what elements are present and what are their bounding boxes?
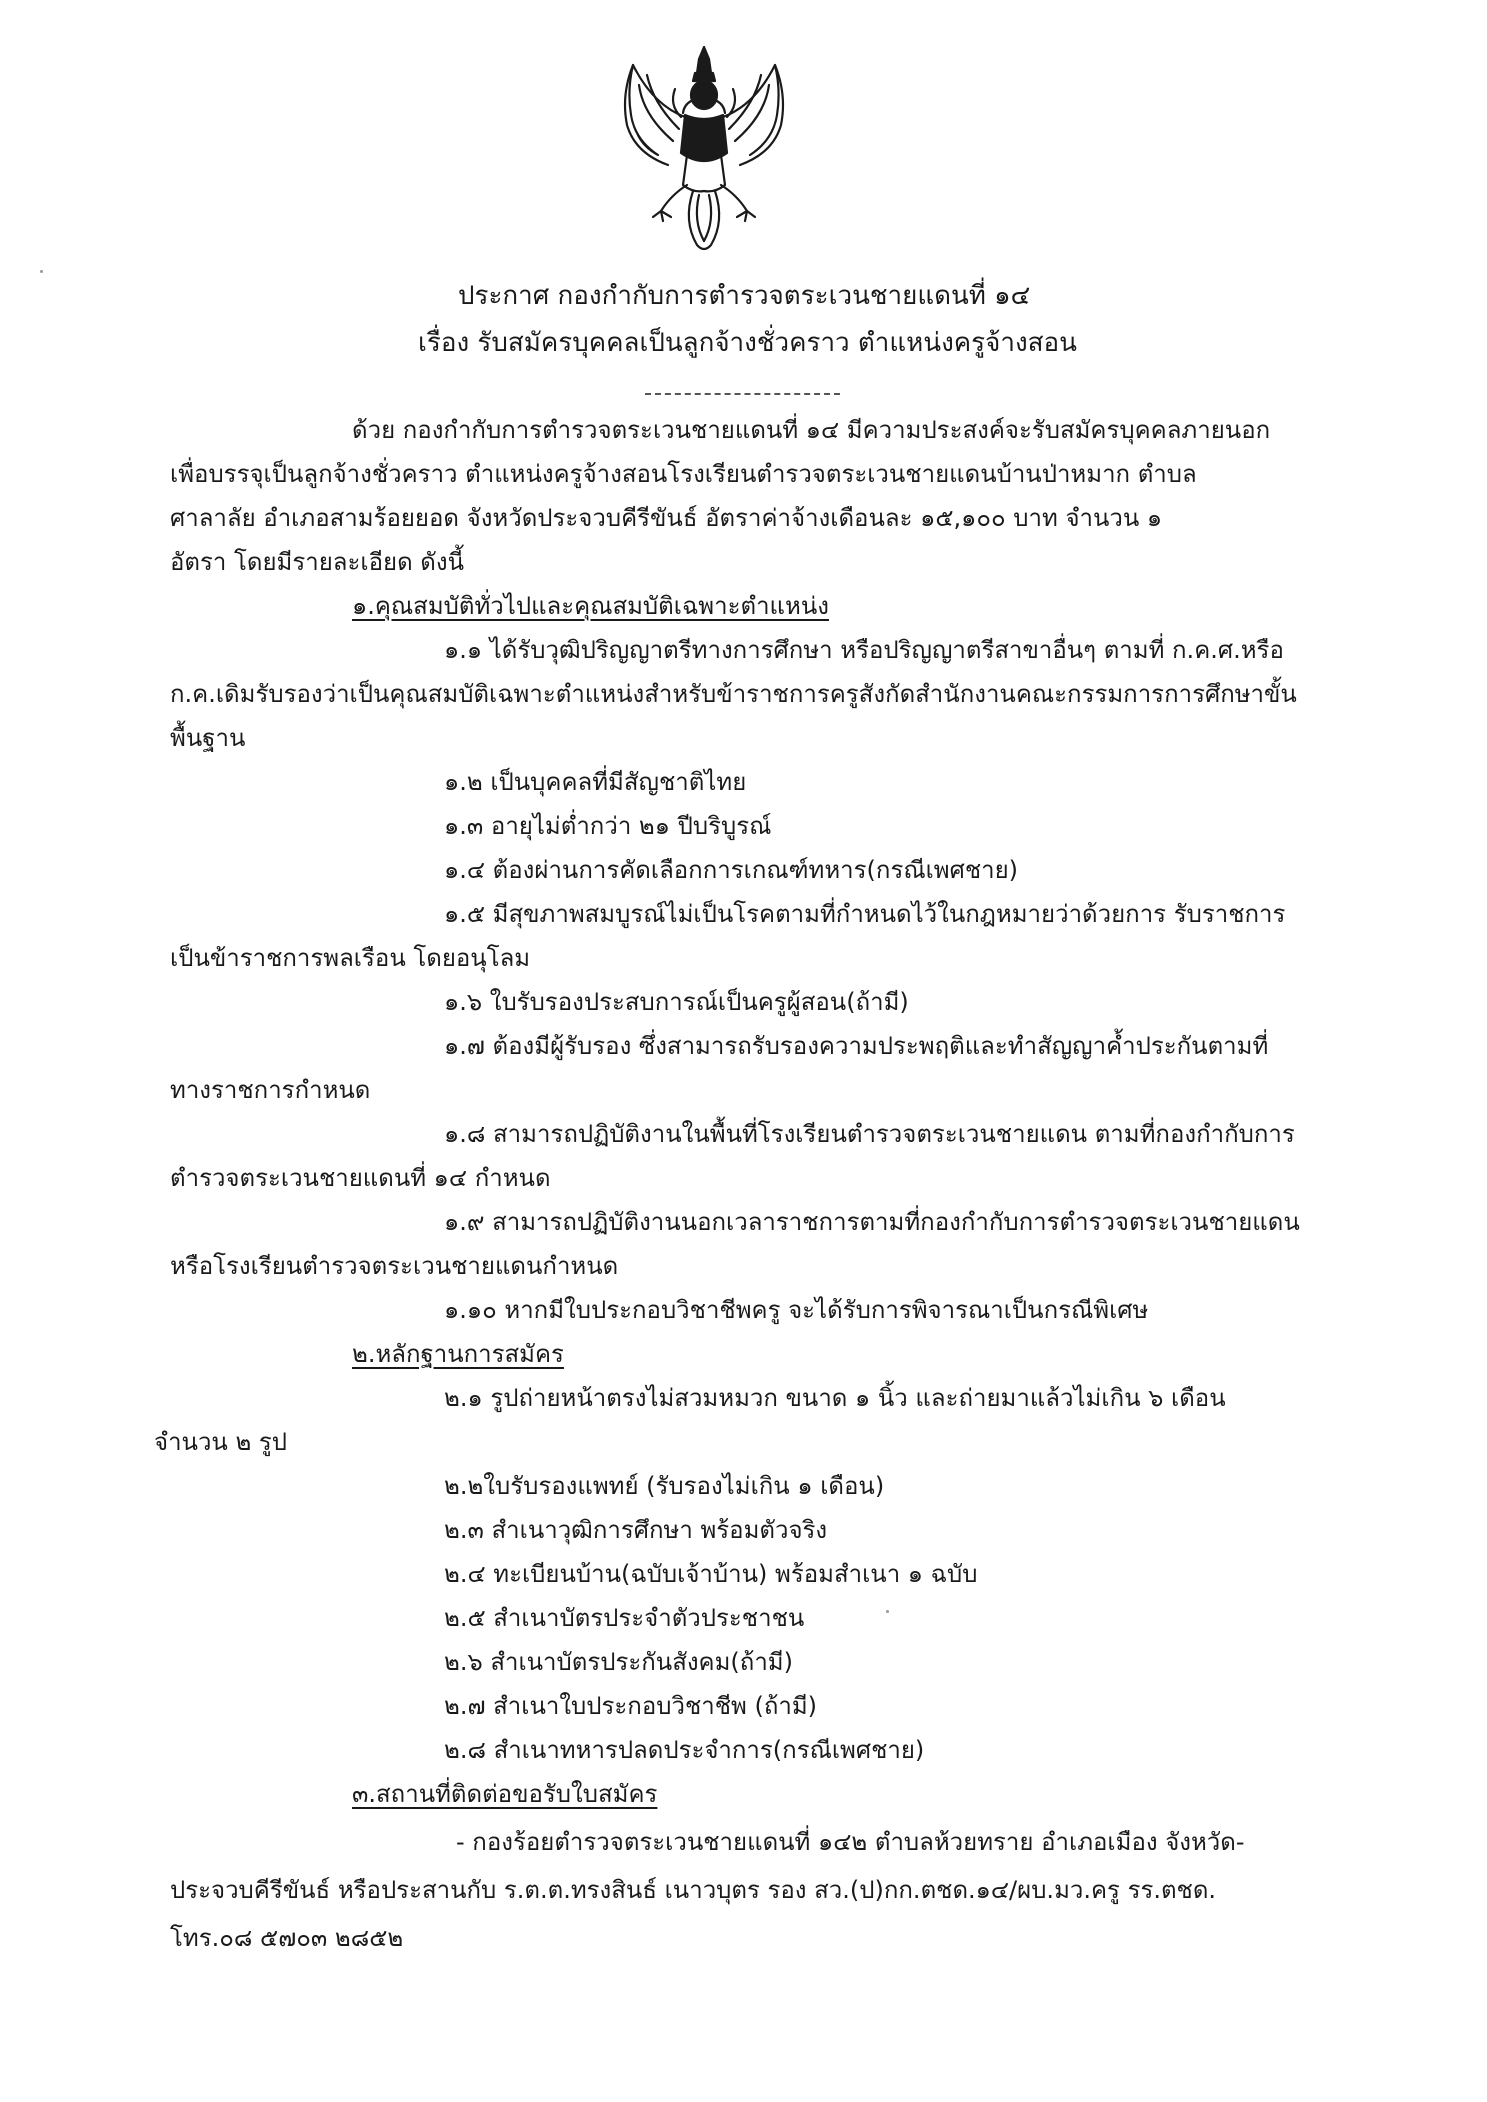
section-1-item: ก.ค.เดิมรับรองว่าเป็นคุณสมบัติเฉพาะตำแหน่งสำหรับข้าราชการครูสังกัดสำนักงานคณะกรรมการการศึกษาขั้น — [170, 680, 1297, 708]
section-3-item: โทร.๐๘ ๕๗๐๓ ๒๘๕๒ — [170, 1924, 404, 1952]
section-1-item: ๑.๗ ต้องมีผู้รับรอง ซึ่งสามารถรับรองความประพฤติและทำสัญญาค้ำประกันตามที่ — [444, 1032, 1269, 1060]
section-1-item: ๑.๖ ใบรับรองประสบการณ์เป็นครูผู้สอน(ถ้ามี) — [444, 988, 909, 1016]
announcement-title: ประกาศ กองกำกับการตำรวจตระเวนชายแดนที่ ๑๔ — [458, 281, 1031, 311]
intro-line: อัตรา โดยมีรายละเอียด ดังนี้ — [170, 548, 464, 576]
section-2-item: ๒.๓ สำเนาวุฒิการศึกษา พร้อมตัวจริง — [444, 1516, 828, 1544]
section-1-item: ๑.๔ ต้องผ่านการคัดเลือกการเกณฑ์ทหาร(กรณีเพศชาย) — [444, 856, 1019, 884]
section-2-heading: ๒.หลักฐานการสมัคร — [352, 1340, 564, 1368]
section-2-item: ๒.๑ รูปถ่ายหน้าตรงไม่สวมหมวก ขนาด ๑ นิ้ว และถ่ายมาแล้วไม่เกิน ๖ เดือน — [444, 1384, 1226, 1412]
announcement-subject: เรื่อง รับสมัครบุคคลเป็นลูกจ้างชั่วคราว ตำแหน่งครูจ้างสอน — [418, 328, 1077, 358]
section-1-item: ๑.๒ เป็นบุคคลที่มีสัญชาติไทย — [444, 768, 747, 796]
scan-speck — [40, 270, 43, 273]
section-1-item: หรือโรงเรียนตำรวจตระเวนชายแดนกำหนด — [170, 1252, 619, 1280]
scan-speck — [886, 1610, 889, 1613]
garuda-emblem-icon — [613, 45, 795, 255]
section-2-item: ๒.๕ สำเนาบัตรประจำตัวประชาชน — [444, 1604, 805, 1632]
section-2-item: ๒.๔ ทะเบียนบ้าน(ฉบับเจ้าบ้าน) พร้อมสำเนา ๑ ฉบับ — [444, 1560, 978, 1588]
section-1-heading: ๑.คุณสมบัติทั่วไปและคุณสมบัติเฉพาะตำแหน่ง — [352, 592, 829, 620]
section-2-item: ๒.๒ใบรับรองแพทย์ (รับรองไม่เกิน ๑ เดือน) — [444, 1472, 885, 1500]
section-1-item: พื้นฐาน — [170, 724, 246, 752]
section-1-item: ๑.๕ มีสุขภาพสมบูรณ์ไม่เป็นโรคตามที่กำหนดไว้ในกฎหมายว่าด้วยการ รับราชการ — [444, 900, 1286, 928]
section-1-item: ๑.๑ ได้รับวุฒิปริญญาตรีทางการศึกษา หรือปริญญาตรีสาขาอื่นๆ ตามที่ ก.ค.ศ.หรือ — [444, 636, 1284, 664]
section-1-item: ทางราชการกำหนด — [170, 1076, 371, 1104]
section-1-item: ๑.๑๐ หากมีใบประกอบวิชาชีพครู จะได้รับการพิจารณาเป็นกรณีพิเศษ — [444, 1296, 1149, 1324]
intro-line: ด้วย กองกำกับการตำรวจตระเวนชายแดนที่ ๑๔ มีความประสงค์จะรับสมัครบุคคลภายนอก — [352, 416, 1271, 444]
intro-line: เพื่อบรรจุเป็นลูกจ้างชั่วคราว ตำแหน่งครูจ้างสอนโรงเรียนตำรวจตระเวนชายแดนบ้านป่าหมาก ตำบล — [170, 460, 1197, 488]
intro-line: ศาลาลัย อำเภอสามร้อยยอด จังหวัดประจวบคีรีขันธ์ อัตราค่าจ้างเดือนละ ๑๕,๑๐๐ บาท จำนวน ๑ — [170, 504, 1163, 532]
section-3-item: ประจวบคีรีขันธ์ หรือประสานกับ ร.ต.ต.ทรงสินธ์ เนาวบุตร รอง สว.(ป)กก.ตชด.๑๔/ผบ.มว.ครู รร.ตชด. — [170, 1876, 1217, 1904]
section-2-item: จำนวน ๒ รูป — [154, 1428, 288, 1456]
section-2-item: ๒.๖ สำเนาบัตรประกันสังคม(ถ้ามี) — [444, 1648, 793, 1676]
section-3-heading: ๓.สถานที่ติดต่อขอรับใบสมัคร — [352, 1780, 658, 1808]
section-1-item: ๑.๘ สามารถปฏิบัติงานในพื้นที่โรงเรียนตำรวจตระเวนชายแดน ตามที่กองกำกับการ — [444, 1120, 1295, 1148]
section-1-item: ตำรวจตระเวนชายแดนที่ ๑๔ กำหนด — [170, 1164, 551, 1192]
section-2-item: ๒.๗ สำเนาใบประกอบวิชาชีพ (ถ้ามี) — [444, 1692, 818, 1720]
title-divider — [645, 393, 840, 395]
section-1-item: เป็นข้าราชการพลเรือน โดยอนุโลม — [170, 944, 531, 972]
section-3-item: - กองร้อยตำรวจตระเวนชายแดนที่ ๑๔๒ ตำบลห้วยทราย อำเภอเมือง จังหวัด- — [456, 1828, 1245, 1856]
section-2-item: ๒.๘ สำเนาทหารปลดประจำการ(กรณีเพศชาย) — [444, 1736, 925, 1764]
section-1-item: ๑.๓ อายุไม่ต่ำกว่า ๒๑ ปีบริบูรณ์ — [444, 812, 772, 840]
section-1-item: ๑.๙ สามารถปฏิบัติงานนอกเวลาราชการตามที่กองกำกับการตำรวจตระเวนชายแดน — [444, 1208, 1300, 1236]
